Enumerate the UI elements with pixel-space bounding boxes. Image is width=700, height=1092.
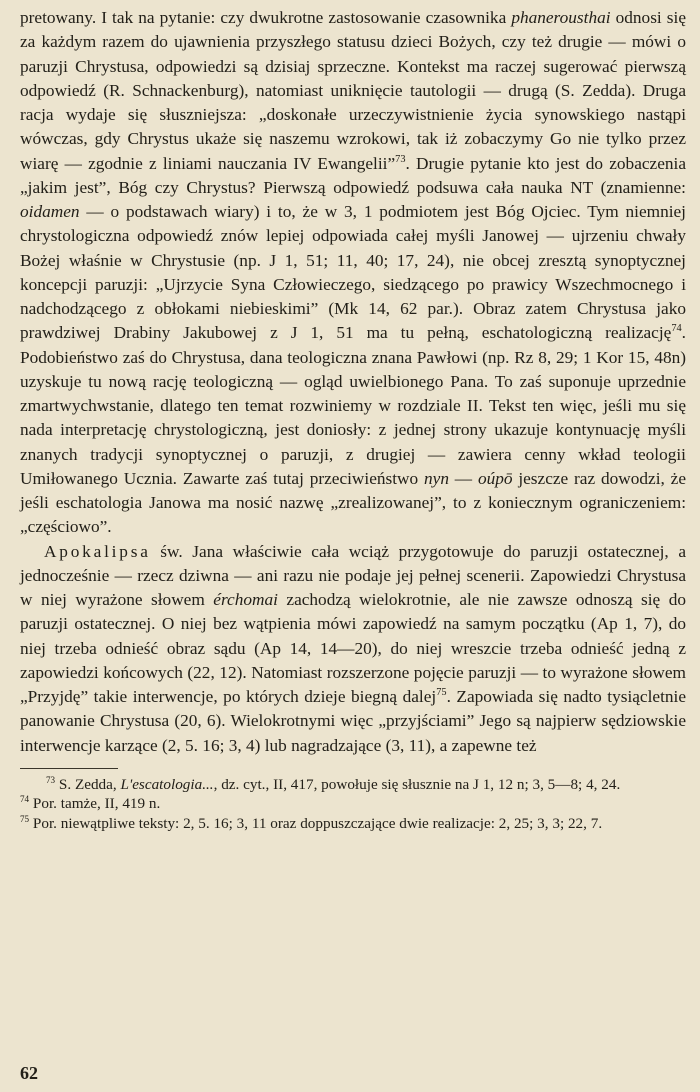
text-run: pretowany. I tak na pytanie: czy dwukrotne zastosowanie czasownika	[20, 8, 512, 27]
italic-term: érchomai	[213, 590, 278, 609]
text-run: —	[448, 468, 478, 488]
footnote	[20, 814, 686, 834]
footnote-marker: 74	[671, 323, 682, 335]
text-run: jeszcze raz dowodzi, że jeśli eschatologia Janowa ma nosić nazwę „zrealizowanej”, to z koniecznym ograniczeniem: „częściowo”.	[20, 468, 686, 537]
text-run: — o podstawach wiary) i to, że w 3, 1 podmiotem jest Bóg Ojciec. Tym niemniej chrystologiczna odpowiedź znów lepiej odpowiada całej myśli Janowej — ujrzeniu chwały Bożej właśnie w Chrystusie (np. J 1, 51; 11, 40; 17, 24), nie obcej zresztą synoptycznej koncepcji paruzji: „Ujrzycie Syna Człowieczego, siedzącego po prawicy Wszechmocnego i nadchodzącego z obłokami niebieskimi” (Mk 14, 62 par.). Obraz zatem Chrystusa jako prawdziwej Drabiny Jakubowej z J 1, 51 ma tu pełną, eschatologiczną realizację	[20, 202, 686, 343]
text-run: . Drugie pytanie kto jest do zobaczenia „jakim jest”, Bóg czy Chrystus? Pierwszą odpowiedź podsuwa cała nauka NT (znamienne:	[20, 153, 686, 197]
text-run: . Zapowiada się nadto tysiącletnie panowanie Chrystusa (20, 6). Wielokrotnymi więc „przyjściami” Jego są najpierw sędziowskie interwencje karzące (2, 5. 16; 3, 4) lub nagradzające (3, 11), a zapewne też	[20, 687, 686, 755]
text-run: . Podobieństwo zaś do Chrystusa, dana teologiczna znana Pawłowi (np. Rz 8, 29; 1 Kor 15, 48n) uzyskuje tu nową rację teologiczną — ogląd uwielbionego Pana. To zaś suponuje uprzednie zmartwychwstanie, dlatego ten temat rozwiniemy w rozdziale II. Tekst ten więc, jeśli mu się nada interpretację chrystologiczną, jest doniosły: z jednej strony ukazuje kontynuację myśli znanych tradycji synoptycznej o paruzji, z drugiej — zawiera cenny wkład teologii Umiłowanego Ucznia. Zawarte zaś tutaj przeciwieństwo	[20, 323, 686, 488]
text-run: św. Jana właściwie cała wciąż przygotowuje do paruzji ostatecznej, a jednocześnie — rzecz dziwna — ani razu nie podaje jej pełnej scenerii. Zapowiedzi Chrystusa w niej wyrażone słowem	[20, 541, 686, 609]
footnote-marker: 75	[436, 687, 447, 699]
footnote	[20, 775, 686, 795]
text-run: Por. niewątpliwe teksty: 2, 5. 16; 3, 11 oraz doppuszczające dwie realizacje: 2, 25; 3, 3; 22, 7.	[29, 814, 603, 832]
italic-term: oidamen	[20, 202, 80, 221]
paragraph	[20, 6, 686, 540]
footnote-marker: 75	[20, 813, 30, 824]
text-run: S. Zedda,	[55, 775, 121, 793]
page-number: 62	[20, 1063, 38, 1083]
footnotes	[20, 775, 686, 834]
text-run: Por. tamże, II, 419 n.	[29, 795, 161, 813]
italic-term: phanerousthai	[511, 8, 611, 27]
text-run: Apokalipsa	[44, 541, 151, 561]
text-run: , dz. cyt., II, 417, powołuje się słusznie na J 1, 12 n; 3, 5—8; 4, 24.	[213, 775, 621, 793]
italic-term: L'escatologia...	[120, 775, 214, 793]
footnote-marker: 73	[46, 774, 56, 785]
footnote-divider	[20, 768, 118, 769]
italic-term: oúpō	[477, 468, 513, 488]
italic-term: nyn	[424, 468, 449, 488]
footnote-marker: 73	[395, 153, 406, 165]
main-text	[20, 6, 686, 758]
paragraph	[20, 540, 686, 758]
footnote	[20, 794, 686, 814]
text-run: zachodzą wielokrotnie, ale nie zawsze odnoszą się do paruzji ostatecznej. O niej bez wątpienia mówi zapowiedź na samym początku (Ap 1, 7), do niej trzeba odnieść obraz sądu (Ap 14, 14—20), do niej wreszcie trzeba odnieść jedną z zapowiedzi końcowych (22, 12). Natomiast rozszerzone pojęcie paruzji — to wyrażone słowem „Przyjdę” takie interwencje, po których dzieje biegną dalej	[20, 590, 687, 706]
footnote-marker: 74	[20, 794, 30, 805]
text-run: odnosi się za każdym razem do ujawnienia przyszłego statusu dzieci Bożych, czy też drugie — mówi o paruzji Chrystusa, odpowiedzi są dzisiaj sprzeczne. Kontekst ma raczej sugerować pierwszą odpowiedź (R. Schnackenburg), natomiast uniknięcie tautologii — drugą (S. Zedda). Druga racja wydaje się słuszniejsza: „doskonałe urzeczywistnienie życia synowskiego nastąpi wówczas, gdy Chrystus ukaże się naszemu wzrokowi, tak iż zobaczymy Go nie tylko przez wiarę — zgodnie z liniami nauczania IV Ewangelii”	[20, 8, 686, 173]
